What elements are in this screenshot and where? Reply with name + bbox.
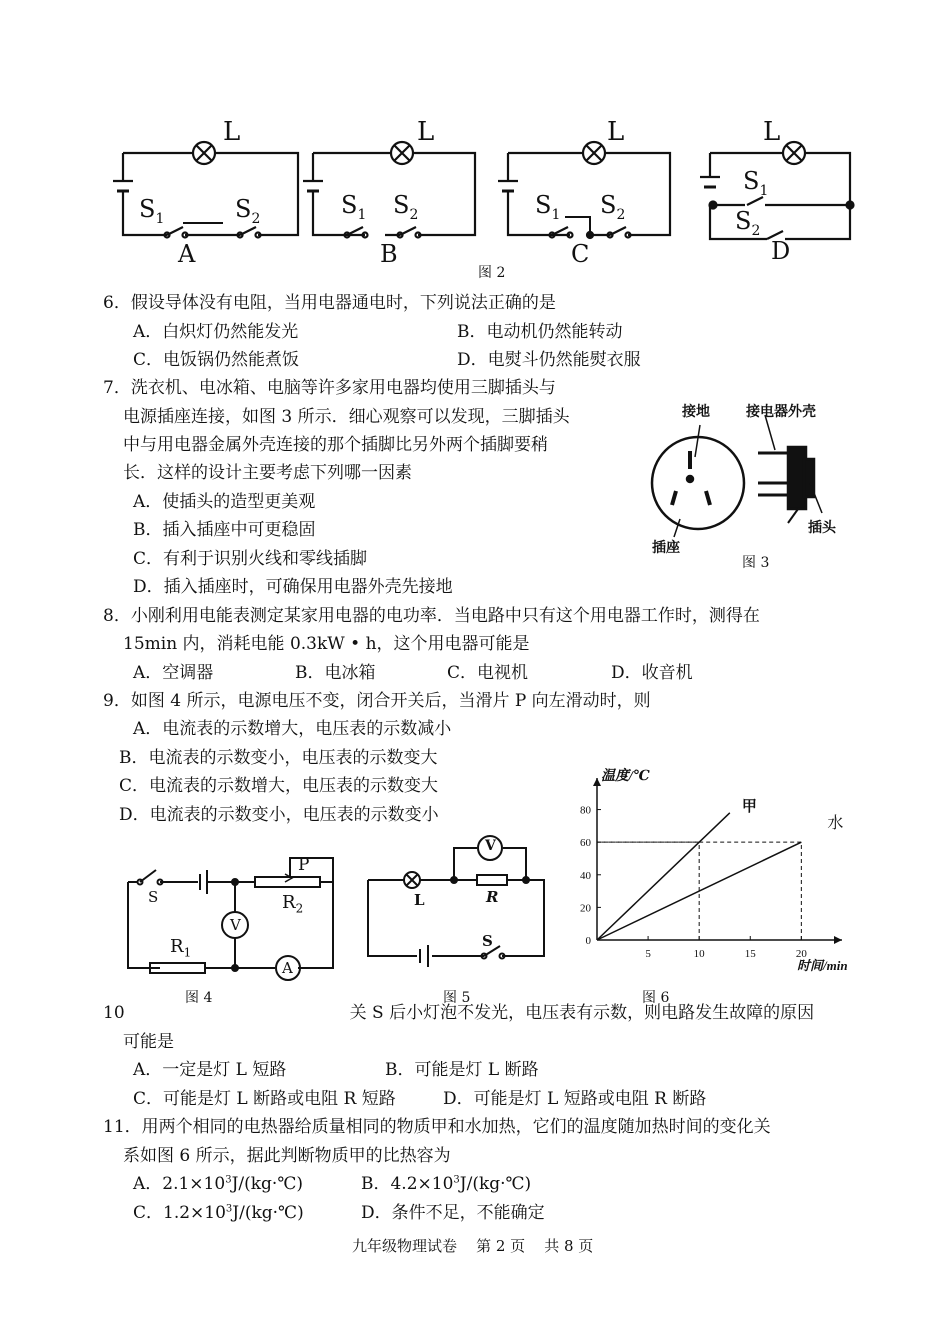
fig2-s1-sub: 1 <box>155 210 165 227</box>
q11-line-1: 11．用两个相同的电热器给质量相同的物质甲和水加热，它们的温度随加热时间的变化关 <box>103 1117 771 1137</box>
q10-option-a: A．一定是灯 L 短路 <box>133 1060 287 1080</box>
q7-line-1: 7．洗衣机、电冰箱、电脑等许多家用电器均使用三脚插头与 <box>103 378 556 398</box>
fig3-label-shell: 接电器外壳 <box>746 404 816 420</box>
fig2-s2-letter: S <box>235 195 252 223</box>
q6-option-c: C．电饭锅仍然能煮饭 <box>133 350 300 370</box>
q10-line-1-text: 关 S 后小灯泡不发光，电压表有示数，则电路发生故障的原因 <box>349 1003 815 1023</box>
fig3-caption: 图 3 <box>742 555 770 571</box>
fig2-caption: 图 2 <box>478 265 506 281</box>
y-tick-label: 60 <box>580 837 591 850</box>
q10-line-1 <box>103 998 814 1023</box>
q11-option-b <box>361 1169 531 1194</box>
fig2-s1-label-b <box>341 191 366 223</box>
figure-5-circuit <box>362 828 552 978</box>
fig4-r1-letter: R <box>170 936 184 957</box>
fig5-voltmeter-label: V <box>485 838 496 854</box>
q10-option-c: C．可能是灯 L 断路或电阻 R 短路 <box>133 1089 396 1109</box>
fig2-s1-letter: S <box>535 191 552 219</box>
x-tick-label: 10 <box>693 948 705 960</box>
fig2-s1-label-c <box>535 191 560 223</box>
q11-option-a-value: A．2.1×10 <box>133 1174 226 1194</box>
fig2-s1-sub: 1 <box>357 206 367 223</box>
q7-option-b: B．插入插座中可更稳固 <box>133 520 316 540</box>
fig4-ammeter-label: A <box>282 959 293 977</box>
x-tick-label: 20 <box>795 948 807 960</box>
figure-5 <box>362 828 552 978</box>
q8-option-c: C．电视机 <box>447 663 529 683</box>
fig4-r1-sub: 1 <box>183 945 192 960</box>
q6-option-b: B．电动机仍然能转动 <box>457 322 623 342</box>
q11-line-2: 系如图 6 所示，据此判断物质甲的比热容为 <box>123 1146 451 1166</box>
y-tick-label: 0 <box>585 935 591 947</box>
q11-option-d: D．条件不足，不能确定 <box>361 1203 545 1223</box>
q7-line-2: 电源插座连接，如图 3 所示．细心观察可以发现，三脚插头 <box>123 407 570 427</box>
q11-option-c-value: C．1.2×10 <box>133 1203 226 1223</box>
q10-line-2: 可能是 <box>123 1032 174 1052</box>
y-tick-label: 40 <box>580 869 591 882</box>
fig2-s1-sub: 1 <box>551 206 561 223</box>
x-tick-label: 15 <box>744 948 756 960</box>
q6-option-d: D．电熨斗仍然能熨衣服 <box>457 350 641 370</box>
fig5-caption: 图 5 <box>443 990 471 1006</box>
fig4-caption: 图 4 <box>185 990 213 1006</box>
fig2-lamp-label-a: L <box>223 117 241 147</box>
q10-option-b: B．可能是灯 L 断路 <box>385 1060 539 1080</box>
fig4-r2-sub: 2 <box>295 901 304 916</box>
q11-exponent: 3 <box>453 1174 460 1186</box>
fig5-lamp-label: L <box>414 891 425 909</box>
q11-unit: J/(kg·℃) <box>459 1174 532 1194</box>
fig2-option-b: B <box>380 240 398 268</box>
x-tick-label: 5 <box>645 948 651 960</box>
fig5-resistor-label: R <box>486 888 499 906</box>
fig2-s2-letter: S <box>393 191 410 219</box>
x-axis-arrow <box>834 936 842 944</box>
q11-exponent: 3 <box>225 1174 232 1186</box>
q6-option-a: A．白炽灯仍然能发光 <box>133 322 299 342</box>
page-footer: 九年级物理试卷 第 2 页 共 8 页 <box>352 1237 594 1255</box>
q9-option-c: C．电流表的示数增大，电压表的示数变大 <box>119 776 439 796</box>
fig2-s2-label-a <box>235 195 260 227</box>
fig3-label-ground: 接地 <box>682 404 710 420</box>
fig2-s1-label-d <box>743 167 768 199</box>
fig2-s2-sub: 2 <box>751 222 761 239</box>
q7-option-c: C．有利于识别火线和零线插脚 <box>133 549 368 569</box>
x-axis-title: 时间/min <box>797 958 848 973</box>
fig2-s1-letter: S <box>139 195 156 223</box>
q8-option-d: D．收音机 <box>611 663 693 683</box>
fig2-lamp-label-b: L <box>417 117 435 147</box>
q8-option-b: B．电冰箱 <box>295 663 376 683</box>
q8-option-a: A．空调器 <box>133 663 214 683</box>
y-tick-label: 80 <box>580 804 591 817</box>
fig2-s1-label-a <box>139 195 164 227</box>
q8-line-2: 15min 内，消耗电能 0.3kW • h，这个用电器可能是 <box>123 634 530 654</box>
q8-line-1: 8．小刚利用电能表测定某家用电器的电功率．当电路中只有这个用电器工作时，测得在 <box>103 606 760 626</box>
q10-number: 10 <box>103 1003 125 1023</box>
figure-4 <box>120 850 345 990</box>
fig2-s2-label-c <box>600 191 625 223</box>
q11-unit: J/(kg·℃) <box>232 1203 304 1223</box>
fig2-s1-sub: 1 <box>759 182 769 199</box>
q11-unit: J/(kg·℃) <box>231 1174 303 1194</box>
q11-exponent: 3 <box>225 1203 233 1215</box>
fig4-slider-label: P <box>298 855 310 875</box>
q9-option-a: A．电流表的示数增大，电压表的示数减小 <box>133 719 452 739</box>
chart-svg <box>565 762 875 977</box>
figure-6-chart <box>565 762 875 977</box>
series-jia-line <box>597 813 730 940</box>
q9-option-b: B．电流表的示数变小，电压表的示数变大 <box>119 748 438 768</box>
fig3-label-socket: 插座 <box>652 540 680 556</box>
q11-option-a <box>133 1169 303 1194</box>
q6-stem: 6．假设导体没有电阻，当用电器通电时，下列说法正确的是 <box>103 293 556 313</box>
fig4-r2-letter: R <box>282 892 296 913</box>
q11-option-c <box>133 1198 304 1223</box>
fig2-lamp-label-d: L <box>763 117 781 147</box>
fig2-s2-sub: 2 <box>616 206 626 223</box>
q7-option-d: D．插入插座时，可确保用电器外壳先接地 <box>133 577 453 597</box>
fig2-s2-letter: S <box>600 191 617 219</box>
fig2-s2-label-d <box>735 207 760 239</box>
fig4-r1-label <box>170 936 191 960</box>
fig3-label-plug: 插头 <box>808 520 836 536</box>
fig4-switch-label: S <box>148 888 159 906</box>
fig2-s2-sub: 2 <box>409 206 419 223</box>
fig2-s2-sub: 2 <box>251 210 261 227</box>
fig2-s1-letter: S <box>743 167 760 195</box>
fig2-option-c: C <box>571 240 590 268</box>
q10-option-d: D．可能是灯 L 短路或电阻 R 断路 <box>443 1089 707 1109</box>
y-axis-arrow <box>593 778 601 786</box>
q7-line-3: 中与用电器金属外壳连接的那个插脚比另外两个插脚要稍 <box>123 435 548 455</box>
fig2-lamp-label-c: L <box>607 117 625 147</box>
figure-2 <box>95 115 875 285</box>
fig2-option-d: D <box>771 237 791 265</box>
fig2-s2-label-b <box>393 191 418 223</box>
figure-2-circuits <box>95 115 875 285</box>
series-jia-label: 甲 <box>741 798 757 815</box>
fig5-switch-label: S <box>482 932 493 950</box>
q9-stem: 9．如图 4 所示，电源电压不变，闭合开关后，当滑片 P 向左滑动时，则 <box>103 691 651 711</box>
y-axis-title: 温度/℃ <box>601 769 650 784</box>
series-water-label: 水 <box>827 815 844 833</box>
fig6-caption: 图 6 <box>642 990 670 1006</box>
q7-option-a: A．使插头的造型更美观 <box>133 492 316 512</box>
fig4-voltmeter-label: V <box>230 916 241 934</box>
q7-line-4: 长．这样的设计主要考虑下列哪一因素 <box>123 463 412 483</box>
figure-3 <box>640 395 850 575</box>
q11-option-b-value: B．4.2×10 <box>361 1174 454 1194</box>
fig2-s1-letter: S <box>341 191 358 219</box>
fig2-option-a: A <box>178 240 196 268</box>
y-tick-label: 20 <box>580 902 591 915</box>
fig2-s2-letter: S <box>735 207 752 235</box>
q9-option-d: D．电流表的示数变小，电压表的示数变小 <box>119 805 439 825</box>
fig4-r2-label <box>282 892 303 916</box>
